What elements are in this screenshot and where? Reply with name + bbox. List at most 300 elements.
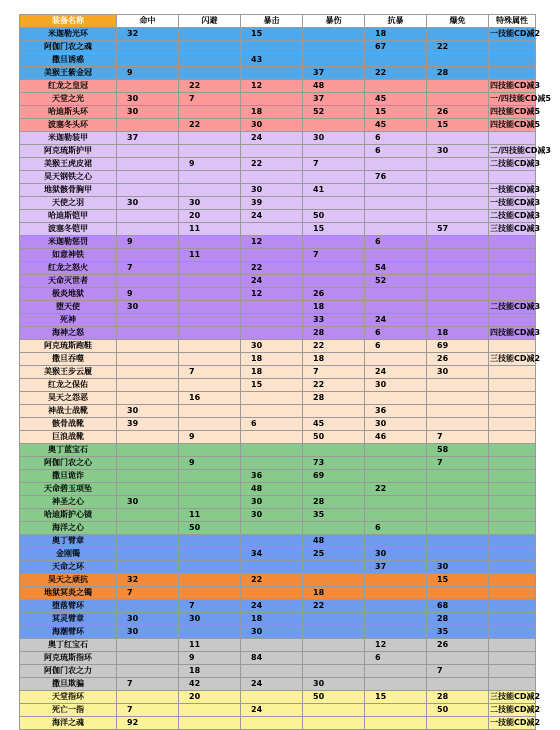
table-row: [20, 418, 536, 431]
cell-crit-immune: 30: [427, 366, 489, 379]
cell-crit-resist: [365, 353, 427, 366]
header-crit: 暴击: [241, 15, 303, 28]
cell-crit-immune: [427, 28, 489, 41]
cell-equipment-name: 海洋之心: [20, 522, 117, 535]
cell-equipment-name: 金刚镯: [20, 548, 117, 561]
cell-special-attribute: [489, 340, 536, 353]
cell-crit: 12: [241, 80, 303, 93]
cell-hit: 37: [117, 132, 179, 145]
cell-special-attribute: [489, 587, 536, 600]
cell-equipment-name: 美猴王紫金冠: [20, 67, 117, 80]
cell-crit-resist: 46: [365, 431, 427, 444]
cell-crit: 30: [241, 496, 303, 509]
table-row: [20, 340, 536, 353]
cell-equipment-name: 哈迪斯铠甲: [20, 210, 117, 223]
cell-crit-immune: 28: [427, 691, 489, 704]
cell-special-attribute: 三技能CD减2: [489, 691, 536, 704]
cell-special-attribute: [489, 405, 536, 418]
cell-crit-damage: 33: [303, 314, 365, 327]
cell-crit-immune: 69: [427, 340, 489, 353]
cell-crit-damage: 18: [303, 353, 365, 366]
cell-hit: [117, 327, 179, 340]
cell-crit-immune: [427, 678, 489, 691]
cell-crit-damage: [303, 717, 365, 730]
cell-dodge: [179, 496, 241, 509]
cell-crit: [241, 691, 303, 704]
cell-special-attribute: [489, 366, 536, 379]
cell-special-attribute: 一技能CD减2: [489, 717, 536, 730]
cell-crit-resist: 67: [365, 41, 427, 54]
cell-crit-resist: 6: [365, 145, 427, 158]
cell-dodge: [179, 470, 241, 483]
cell-crit-resist: 30: [365, 379, 427, 392]
cell-special-attribute: [489, 665, 536, 678]
cell-dodge: 11: [179, 639, 241, 652]
cell-dodge: [179, 327, 241, 340]
cell-crit: 18: [241, 366, 303, 379]
cell-special-attribute: 四技能CD减5: [489, 119, 536, 132]
cell-crit: [241, 301, 303, 314]
table-row: [20, 41, 536, 54]
cell-dodge: [179, 704, 241, 717]
cell-crit-resist: [365, 54, 427, 67]
cell-crit-immune: [427, 496, 489, 509]
cell-crit-immune: 18: [427, 327, 489, 340]
cell-crit-damage: [303, 171, 365, 184]
cell-crit-damage: 28: [303, 327, 365, 340]
cell-hit: [117, 210, 179, 223]
cell-crit-damage: 7: [303, 366, 365, 379]
cell-equipment-name: 神战士战靴: [20, 405, 117, 418]
cell-special-attribute: 三技能CD减3: [489, 223, 536, 236]
cell-crit: [241, 93, 303, 106]
cell-crit-immune: [427, 587, 489, 600]
cell-dodge: [179, 535, 241, 548]
cell-equipment-name: 撒旦欺骗: [20, 678, 117, 691]
cell-dodge: [179, 353, 241, 366]
cell-hit: 30: [117, 106, 179, 119]
cell-crit: 12: [241, 236, 303, 249]
cell-dodge: [179, 171, 241, 184]
cell-equipment-name: 阿伽门农之魂: [20, 41, 117, 54]
cell-crit-resist: [365, 704, 427, 717]
cell-equipment-name: 堕天使: [20, 301, 117, 314]
cell-crit-immune: [427, 717, 489, 730]
cell-special-attribute: 一技能CD减3: [489, 184, 536, 197]
cell-crit-resist: [365, 535, 427, 548]
table-row: [20, 262, 536, 275]
cell-dodge: [179, 301, 241, 314]
cell-crit: [241, 431, 303, 444]
cell-hit: [117, 184, 179, 197]
table-row: [20, 236, 536, 249]
cell-dodge: [179, 561, 241, 574]
cell-crit-resist: 30: [365, 418, 427, 431]
table-row: [20, 119, 536, 132]
cell-crit: 24: [241, 678, 303, 691]
cell-crit-immune: 26: [427, 639, 489, 652]
cell-dodge: 11: [179, 223, 241, 236]
cell-equipment-name: 波塞冬铠甲: [20, 223, 117, 236]
cell-dodge: [179, 626, 241, 639]
cell-crit: [241, 67, 303, 80]
cell-crit-damage: 69: [303, 470, 365, 483]
table-row: [20, 639, 536, 652]
cell-hit: [117, 145, 179, 158]
cell-crit-damage: [303, 236, 365, 249]
cell-hit: 32: [117, 28, 179, 41]
cell-crit-damage: 7: [303, 158, 365, 171]
cell-crit-immune: [427, 158, 489, 171]
cell-equipment-name: 红龙之怒火: [20, 262, 117, 275]
cell-crit-damage: [303, 613, 365, 626]
cell-hit: 30: [117, 197, 179, 210]
table-row: [20, 431, 536, 444]
cell-crit-resist: [365, 457, 427, 470]
cell-crit-resist: [365, 717, 427, 730]
table-row: [20, 691, 536, 704]
cell-dodge: [179, 54, 241, 67]
cell-crit-damage: [303, 639, 365, 652]
cell-dodge: 42: [179, 678, 241, 691]
cell-crit-immune: [427, 197, 489, 210]
cell-crit-immune: [427, 470, 489, 483]
cell-crit-damage: 73: [303, 457, 365, 470]
cell-equipment-name: 海神之怒: [20, 327, 117, 340]
cell-hit: [117, 171, 179, 184]
cell-special-attribute: [489, 431, 536, 444]
cell-crit-damage: [303, 405, 365, 418]
table-row: [20, 171, 536, 184]
table-row: [20, 28, 536, 41]
table-row: [20, 275, 536, 288]
cell-equipment-name: 昊天之怨恶: [20, 392, 117, 405]
cell-special-attribute: [489, 132, 536, 145]
cell-crit-immune: 50: [427, 704, 489, 717]
cell-dodge: 9: [179, 457, 241, 470]
cell-crit: 15: [241, 379, 303, 392]
cell-dodge: [179, 418, 241, 431]
cell-hit: 30: [117, 405, 179, 418]
cell-equipment-name: 米迦勒惩罚: [20, 236, 117, 249]
cell-special-attribute: [489, 470, 536, 483]
cell-hit: [117, 340, 179, 353]
table-row: [20, 574, 536, 587]
header-special-attribute: 特殊属性: [489, 15, 536, 28]
cell-dodge: 11: [179, 249, 241, 262]
cell-dodge: 18: [179, 665, 241, 678]
table-row: [20, 587, 536, 600]
cell-crit-immune: [427, 236, 489, 249]
cell-special-attribute: [489, 379, 536, 392]
cell-special-attribute: 二技能CD减2: [489, 704, 536, 717]
cell-crit: [241, 639, 303, 652]
cell-crit-immune: [427, 548, 489, 561]
cell-crit-resist: [365, 392, 427, 405]
cell-crit-damage: 48: [303, 80, 365, 93]
cell-dodge: 11: [179, 509, 241, 522]
cell-equipment-name: 如意神铁: [20, 249, 117, 262]
cell-crit-resist: 6: [365, 236, 427, 249]
cell-crit-resist: [365, 223, 427, 236]
cell-hit: [117, 314, 179, 327]
cell-crit: 30: [241, 184, 303, 197]
cell-crit-resist: [365, 600, 427, 613]
cell-hit: [117, 158, 179, 171]
cell-crit-resist: [365, 158, 427, 171]
cell-special-attribute: [489, 626, 536, 639]
table-row: [20, 379, 536, 392]
cell-equipment-name: 阿伽门农之力: [20, 665, 117, 678]
cell-crit-damage: 15: [303, 223, 365, 236]
cell-crit-damage: [303, 197, 365, 210]
table-row: [20, 444, 536, 457]
cell-crit-immune: 15: [427, 574, 489, 587]
table-row: [20, 197, 536, 210]
cell-hit: [117, 119, 179, 132]
header-hit: 命中: [117, 15, 179, 28]
cell-dodge: [179, 28, 241, 41]
cell-crit: [241, 392, 303, 405]
cell-hit: 30: [117, 93, 179, 106]
cell-hit: [117, 548, 179, 561]
cell-crit: [241, 223, 303, 236]
table-row: [20, 496, 536, 509]
cell-crit-damage: 22: [303, 600, 365, 613]
cell-crit-immune: 58: [427, 444, 489, 457]
cell-special-attribute: 四技能CD减5: [489, 106, 536, 119]
cell-crit-damage: 50: [303, 210, 365, 223]
cell-crit: 22: [241, 262, 303, 275]
cell-crit: [241, 41, 303, 54]
cell-dodge: 22: [179, 119, 241, 132]
cell-crit-resist: [365, 574, 427, 587]
cell-crit-damage: [303, 652, 365, 665]
cell-crit: 30: [241, 119, 303, 132]
cell-equipment-name: 死神: [20, 314, 117, 327]
cell-crit-damage: 37: [303, 67, 365, 80]
cell-crit-resist: 15: [365, 691, 427, 704]
table-row: [20, 249, 536, 262]
cell-hit: 30: [117, 301, 179, 314]
cell-crit-immune: 30: [427, 145, 489, 158]
cell-equipment-name: 奥丁红宝石: [20, 639, 117, 652]
table-row: [20, 600, 536, 613]
cell-special-attribute: [489, 249, 536, 262]
cell-crit: 30: [241, 340, 303, 353]
table-row: [20, 106, 536, 119]
table-row: [20, 210, 536, 223]
cell-crit: [241, 171, 303, 184]
cell-hit: 9: [117, 288, 179, 301]
cell-special-attribute: [489, 509, 536, 522]
cell-crit: [241, 145, 303, 158]
cell-special-attribute: [489, 613, 536, 626]
cell-equipment-name: 阿克琉斯跑鞋: [20, 340, 117, 353]
header-equipment-name: 装备名称: [20, 15, 117, 28]
cell-dodge: [179, 717, 241, 730]
cell-crit: 15: [241, 28, 303, 41]
cell-dodge: [179, 184, 241, 197]
cell-special-attribute: [489, 418, 536, 431]
cell-hit: 7: [117, 678, 179, 691]
cell-crit-damage: [303, 119, 365, 132]
cell-dodge: 7: [179, 366, 241, 379]
cell-special-attribute: [489, 652, 536, 665]
cell-crit-damage: 22: [303, 379, 365, 392]
cell-equipment-name: 奥丁臂章: [20, 535, 117, 548]
cell-equipment-name: 天堂之光: [20, 93, 117, 106]
cell-special-attribute: 二/四技能CD减3: [489, 145, 536, 158]
cell-dodge: [179, 288, 241, 301]
cell-equipment-name: 地狱骸骨胸甲: [20, 184, 117, 197]
cell-hit: [117, 522, 179, 535]
cell-hit: [117, 54, 179, 67]
cell-crit-resist: [365, 444, 427, 457]
cell-special-attribute: 四技能CD减3: [489, 80, 536, 93]
cell-equipment-name: 冥灵臂章: [20, 613, 117, 626]
cell-crit: [241, 717, 303, 730]
cell-crit: [241, 327, 303, 340]
cell-special-attribute: [489, 496, 536, 509]
cell-crit-damage: 28: [303, 496, 365, 509]
header-crit-resist: 抗暴: [365, 15, 427, 28]
cell-equipment-name: 哈迪斯头环: [20, 106, 117, 119]
cell-dodge: [179, 483, 241, 496]
cell-dodge: 20: [179, 210, 241, 223]
cell-crit-damage: [303, 262, 365, 275]
cell-special-attribute: [489, 457, 536, 470]
cell-crit-resist: 52: [365, 275, 427, 288]
cell-crit-immune: [427, 301, 489, 314]
cell-crit-resist: [365, 678, 427, 691]
equipment-table-container: [19, 14, 551, 730]
cell-dodge: [179, 405, 241, 418]
cell-hit: [117, 483, 179, 496]
cell-special-attribute: [489, 574, 536, 587]
cell-crit-immune: [427, 275, 489, 288]
cell-hit: 39: [117, 418, 179, 431]
cell-crit-damage: [303, 275, 365, 288]
table-row: [20, 678, 536, 691]
cell-dodge: [179, 314, 241, 327]
cell-crit-immune: [427, 522, 489, 535]
cell-crit: [241, 522, 303, 535]
table-row: [20, 67, 536, 80]
table-body: [20, 28, 551, 730]
cell-crit-damage: [303, 626, 365, 639]
cell-crit-immune: [427, 262, 489, 275]
cell-crit-damage: [303, 28, 365, 41]
table-row: [20, 613, 536, 626]
cell-crit-immune: [427, 171, 489, 184]
cell-crit-immune: 22: [427, 41, 489, 54]
cell-special-attribute: [489, 41, 536, 54]
cell-crit-damage: [303, 483, 365, 496]
cell-equipment-name: 死亡一指: [20, 704, 117, 717]
cell-special-attribute: [489, 288, 536, 301]
cell-equipment-name: 神圣之心: [20, 496, 117, 509]
cell-dodge: 20: [179, 691, 241, 704]
cell-hit: [117, 639, 179, 652]
cell-crit-resist: 6: [365, 652, 427, 665]
cell-crit-damage: 50: [303, 691, 365, 704]
table-row: [20, 483, 536, 496]
cell-crit: 22: [241, 574, 303, 587]
cell-hit: [117, 691, 179, 704]
table-row: [20, 535, 536, 548]
cell-crit: 48: [241, 483, 303, 496]
cell-equipment-name: 阿克琉斯护甲: [20, 145, 117, 158]
cell-equipment-name: 极炎地狱: [20, 288, 117, 301]
cell-crit-damage: 18: [303, 587, 365, 600]
cell-crit-resist: 54: [365, 262, 427, 275]
cell-hit: [117, 509, 179, 522]
cell-crit: [241, 665, 303, 678]
table-row: [20, 470, 536, 483]
cell-hit: [117, 366, 179, 379]
cell-crit-immune: [427, 288, 489, 301]
table-row: [20, 184, 536, 197]
cell-crit-resist: 12: [365, 639, 427, 652]
cell-crit-resist: 24: [365, 366, 427, 379]
table-row: [20, 457, 536, 470]
cell-hit: 9: [117, 236, 179, 249]
cell-crit-resist: 37: [365, 561, 427, 574]
cell-crit: 24: [241, 132, 303, 145]
cell-crit: 34: [241, 548, 303, 561]
cell-hit: 7: [117, 704, 179, 717]
cell-hit: [117, 600, 179, 613]
cell-special-attribute: [489, 535, 536, 548]
cell-equipment-name: 天堂指环: [20, 691, 117, 704]
cell-hit: [117, 353, 179, 366]
cell-crit-resist: [365, 509, 427, 522]
cell-crit-damage: [303, 145, 365, 158]
cell-crit-resist: 24: [365, 314, 427, 327]
cell-crit-damage: 52: [303, 106, 365, 119]
cell-special-attribute: [489, 561, 536, 574]
cell-crit-immune: [427, 405, 489, 418]
table-row: [20, 54, 536, 67]
header-crit-damage: 暴伤: [303, 15, 365, 28]
cell-hit: 92: [117, 717, 179, 730]
cell-crit-immune: [427, 483, 489, 496]
cell-crit-damage: 25: [303, 548, 365, 561]
cell-crit: 6: [241, 418, 303, 431]
cell-crit-resist: [365, 665, 427, 678]
cell-crit-damage: 48: [303, 535, 365, 548]
cell-crit-damage: 50: [303, 431, 365, 444]
cell-special-attribute: 二技能CD减3: [489, 158, 536, 171]
cell-crit-damage: 30: [303, 678, 365, 691]
cell-crit-resist: 45: [365, 93, 427, 106]
cell-crit-resist: [365, 210, 427, 223]
cell-crit-immune: [427, 314, 489, 327]
cell-crit-immune: 28: [427, 67, 489, 80]
cell-crit: 18: [241, 353, 303, 366]
cell-special-attribute: [489, 600, 536, 613]
cell-dodge: [179, 132, 241, 145]
cell-special-attribute: [489, 314, 536, 327]
cell-crit-resist: 6: [365, 132, 427, 145]
cell-crit-resist: 6: [365, 340, 427, 353]
cell-crit-damage: 45: [303, 418, 365, 431]
cell-hit: 7: [117, 262, 179, 275]
cell-crit-damage: [303, 444, 365, 457]
cell-equipment-name: 海洋之魂: [20, 717, 117, 730]
table-row: [20, 626, 536, 639]
